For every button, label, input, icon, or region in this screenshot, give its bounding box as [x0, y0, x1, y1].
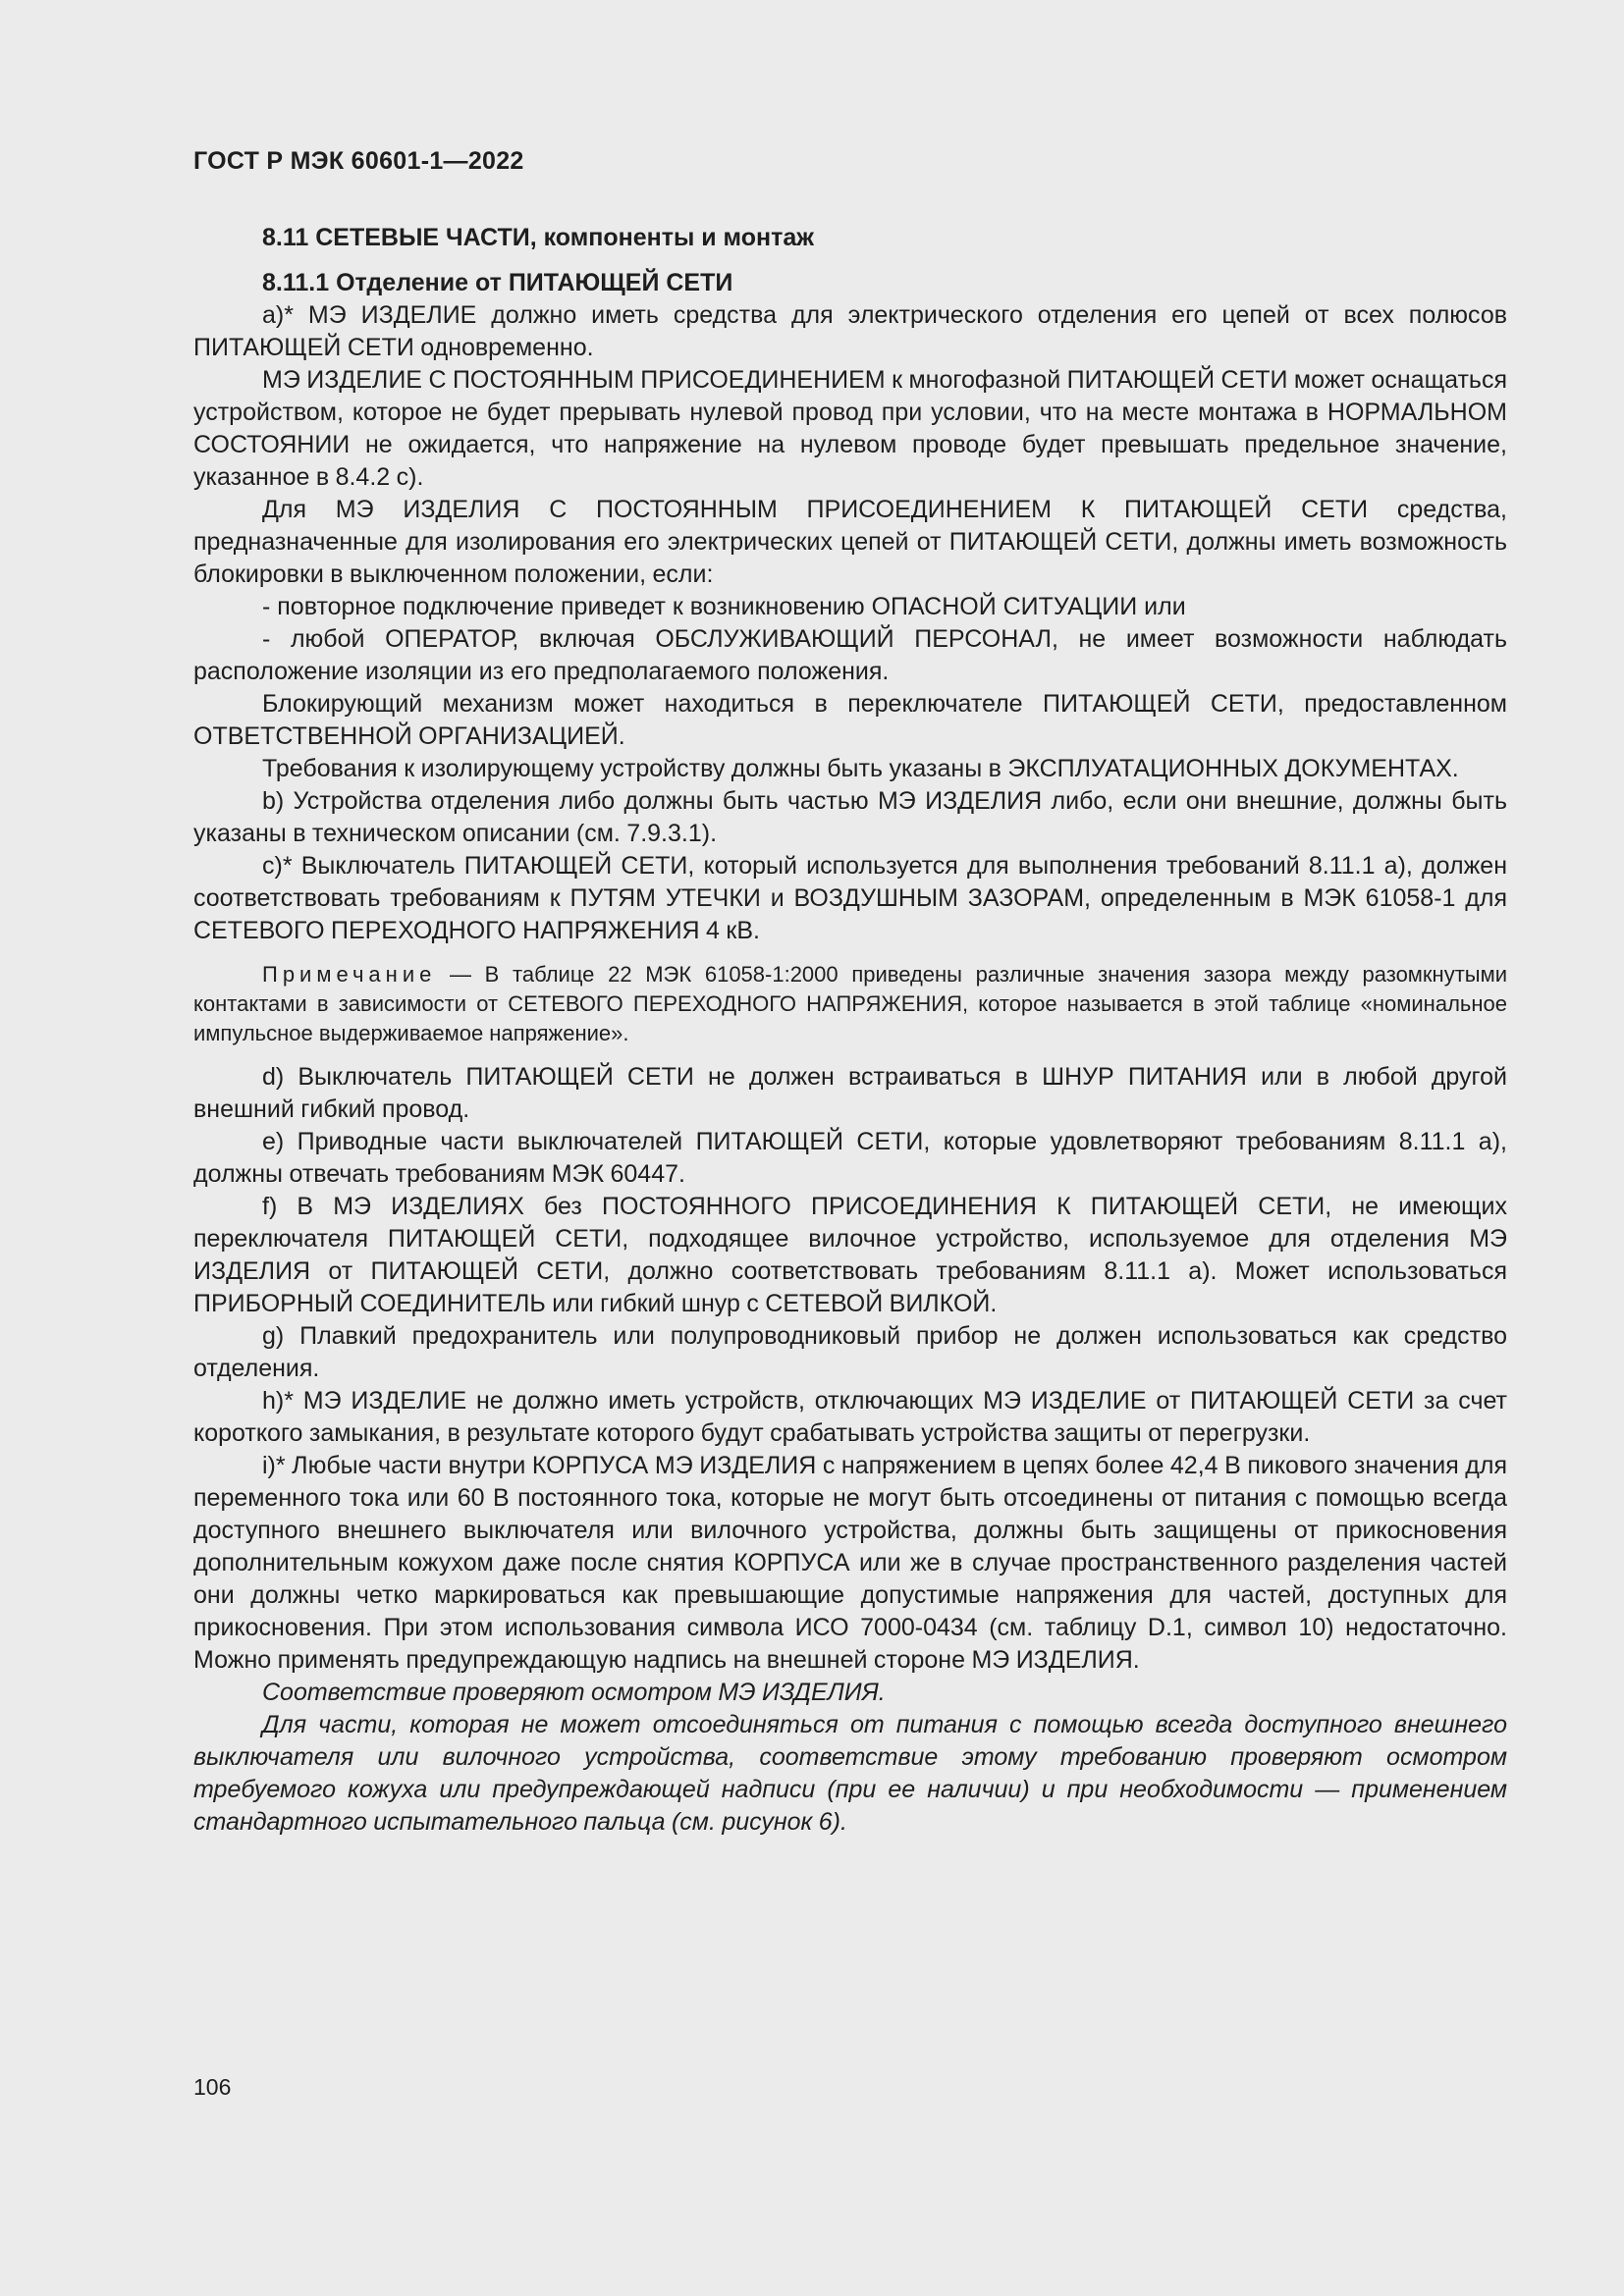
note: [193, 960, 1507, 1048]
document-body: [193, 222, 1507, 1839]
paragraph-h: h)* МЭ ИЗДЕЛИЕ не должно иметь устройств, отключающих МЭ ИЗДЕЛИЕ от ПИТАЮЩЕЙ СЕТИ за счет короткого замыкания, в результате которого будут срабатывать устройства защиты от перегрузки.: [193, 1387, 1507, 1447]
paragraph-f: f) В МЭ ИЗДЕЛИЯХ без ПОСТОЯННОГО ПРИСОЕДИНЕНИЯ К ПИТАЮЩЕЙ СЕТИ, не имеющих переключателя ПИТАЮЩЕЙ СЕТИ, подходящее вилочное устройство, используемое для отделения МЭ ИЗДЕЛИЯ от ПИТАЮЩЕЙ СЕТИ, должно соответствовать требованиям 8.11.1 а). Может использоваться ПРИБОРНЫЙ СОЕДИНИТЕЛЬ или гибкий шнур с СЕТЕВОЙ ВИЛКОЙ.: [193, 1193, 1507, 1317]
paragraph-b: b) Устройства отделения либо должны быть частью МЭ ИЗДЕЛИЯ либо, если они внешние, должны быть указаны в техническом описании (см. 7.9.3.1).: [193, 787, 1507, 847]
paragraph-locking-mechanism: Блокирующий механизм может находиться в переключателе ПИТАЮЩЕЙ СЕТИ, предоставленном ОТВЕТСТВЕННОЙ ОРГАНИЗАЦИЕЙ.: [193, 690, 1507, 750]
note-label: Примечание: [262, 962, 437, 987]
page-number: 106: [193, 2074, 232, 2100]
section-title: 8.11 СЕТЕВЫЕ ЧАСТИ, компоненты и монтаж: [262, 224, 814, 251]
paragraph-isolating-device: Требования к изолирующему устройству должны быть указаны в ЭКСПЛУАТАЦИОННЫХ ДОКУМЕНТАХ.: [262, 755, 1459, 782]
list-item-operator: - любой ОПЕРАТОР, включая ОБСЛУЖИВАЮЩИЙ ПЕРСОНАЛ, не имеет возможности наблюдать расположение изоляции из его предполагаемого положения.: [193, 625, 1507, 685]
document-code-header: ГОСТ Р МЭК 60601-1—2022: [193, 147, 524, 175]
list-item-hazard: - повторное подключение приведет к возникновению ОПАСНОЙ СИТУАЦИИ или: [262, 593, 1186, 620]
paragraph-a: a)* МЭ ИЗДЕЛИЕ должно иметь средства для электрического отделения его цепей от всех полюсов ПИТАЮЩЕЙ СЕТИ одновременно.: [193, 301, 1507, 361]
compliance-test-finger: Для части, которая не может отсоединяться от питания с помощью всегда доступного внешнего выключателя или вилочного устройства, соответствие этому требованию проверяют осмотром требуемого кожуха или предупреждающей надписи (при ее наличии) и при необходимости — применением стандартного испытательного пальца (см. рисунок 6).: [193, 1711, 1507, 1836]
paragraph-permanent-connection: МЭ ИЗДЕЛИЕ С ПОСТОЯННЫМ ПРИСОЕДИНЕНИЕМ к многофазной ПИТАЮЩЕЙ СЕТИ может оснащаться устройством, которое не будет прерывать нулевой провод при условии, что на месте монтажа в НОРМАЛЬНОМ СОСТОЯНИИ не ожидается, что напряжение на нулевом проводе будет превышать предельное значение, указанное в 8.4.2 с).: [193, 366, 1507, 491]
paragraph-g: g) Плавкий предохранитель или полупроводниковый прибор не должен использоваться как средство отделения.: [193, 1322, 1507, 1382]
compliance-inspection: Соответствие проверяют осмотром МЭ ИЗДЕЛИЯ.: [262, 1679, 886, 1706]
subsection-title: 8.11.1 Отделение от ПИТАЮЩЕЙ СЕТИ: [262, 269, 733, 296]
note-text: — В таблице 22 МЭК 61058-1:2000 приведены различные значения зазора между разомкнутыми контактами в зависимости от СЕТЕВОГО ПЕРЕХОДНОГО НАПРЯЖЕНИЯ, которое называется в этой таблице «номинальное импульсное выдерживаемое напряжение».: [193, 962, 1507, 1045]
paragraph-i: i)* Любые части внутри КОРПУСА МЭ ИЗДЕЛИЯ с напряжением в цепях более 42,4 В пикового значения для переменного тока или 60 В постоянного тока, которые не могут быть отсоединены от питания с помощью всегда доступного внешнего выключателя или вилочного устройства, должны быть защищены от прикосновения дополнительным кожухом даже после снятия КОРПУСА или же в случае пространственного разделения частей они должны четко маркироваться как превышающие допустимые напряжения для частей, доступных для прикосновения. При этом использования символа ИСО 7000-0434 (см. таблицу D.1, символ 10) недостаточно. Можно применять предупреждающую надпись на внешней стороне МЭ ИЗДЕЛИЯ.: [193, 1452, 1507, 1674]
paragraph-d: d) Выключатель ПИТАЮЩЕЙ СЕТИ не должен встраиваться в ШНУР ПИТАНИЯ или в любой другой внешний гибкий провод.: [193, 1063, 1507, 1123]
paragraph-lockout: Для МЭ ИЗДЕЛИЯ С ПОСТОЯННЫМ ПРИСОЕДИНЕНИЕМ К ПИТАЮЩЕЙ СЕТИ средства, предназначенные для изолирования его электрических цепей от ПИТАЮЩЕЙ СЕТИ, должны иметь возможность блокировки в выключенном положении, если:: [193, 496, 1507, 588]
paragraph-e: e) Приводные части выключателей ПИТАЮЩЕЙ СЕТИ, которые удовлетворяют требованиям 8.11.1 а), должны отвечать требованиям МЭК 60447.: [193, 1128, 1507, 1188]
paragraph-c: c)* Выключатель ПИТАЮЩЕЙ СЕТИ, который используется для выполнения требований 8.11.1 а), должен соответствовать требованиям к ПУТЯМ УТЕЧКИ и ВОЗДУШНЫМ ЗАЗОРАМ, определенным в МЭК 61058-1 для СЕТЕВОГО ПЕРЕХОДНОГО НАПРЯЖЕНИЯ 4 кВ.: [193, 852, 1507, 944]
